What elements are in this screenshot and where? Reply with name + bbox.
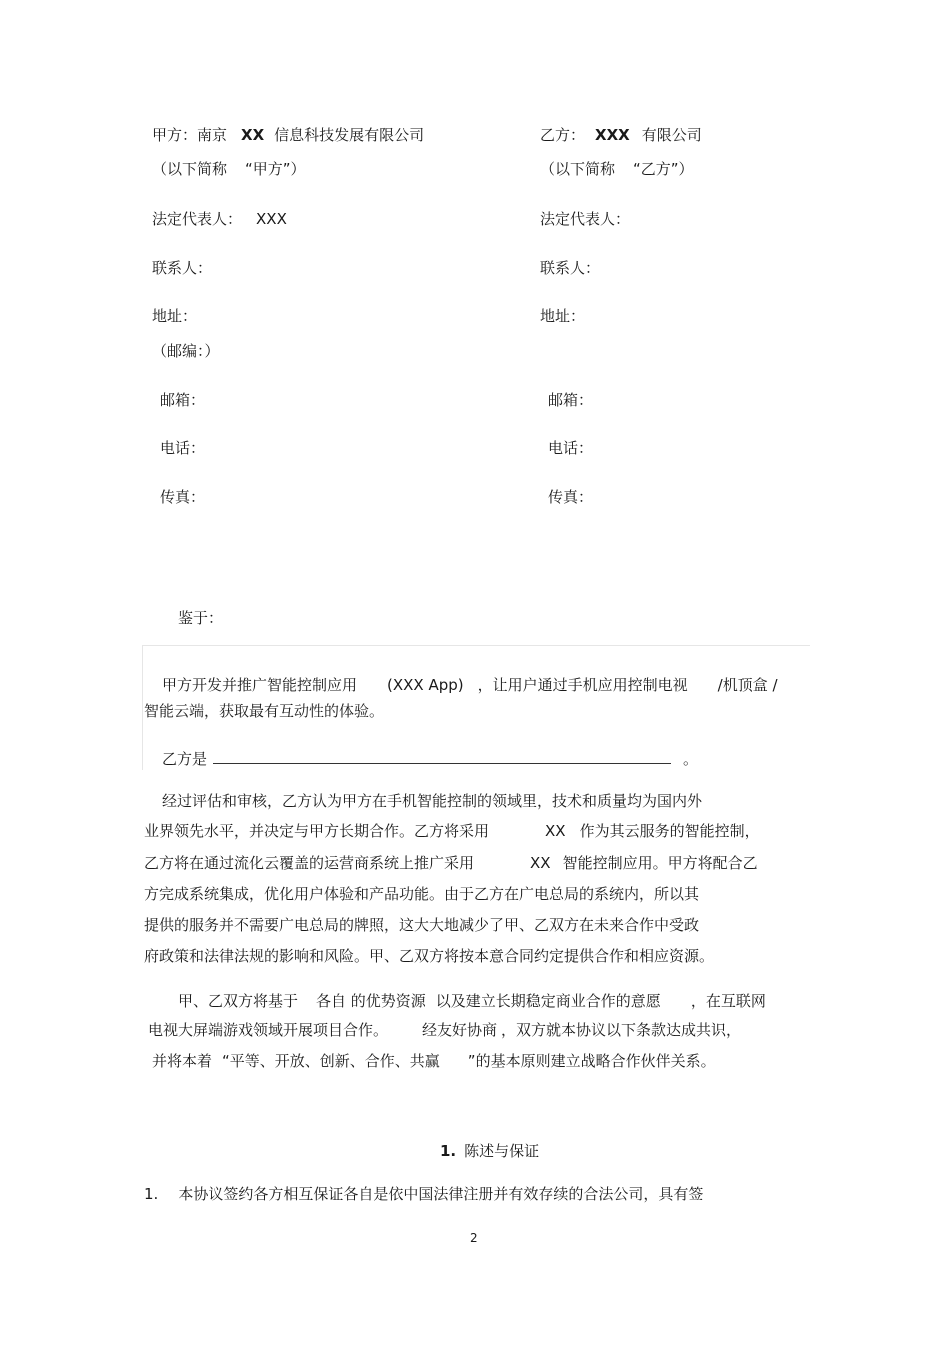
para2-line-3 — [152, 1050, 716, 1071]
para1-line-4: 方完成系统集成，优化用户体验和产品功能。由于乙方在广电总局的系统内，所以其 — [144, 885, 700, 903]
para1-line-2-b: XX — [545, 822, 566, 840]
party-a-rep-value: XXX — [256, 210, 287, 228]
para2-line-1-b: 各自 的优势资源 — [316, 992, 426, 1010]
para1-line-2 — [144, 820, 760, 841]
party-a-abbr-name: “甲方”） — [245, 160, 306, 178]
clause-1-number: 1. — [144, 1185, 159, 1203]
para2-line-1 — [178, 990, 766, 1011]
party-b-abbr-prefix: （以下简称 — [540, 160, 616, 178]
party-a-abbr — [152, 158, 306, 179]
party-b-is-blank — [213, 749, 671, 764]
party-a-phone-label: 电话： — [160, 439, 206, 457]
party-a-fax-label: 传真： — [160, 488, 206, 506]
party-b-rep-label: 法定代表人： — [540, 210, 631, 228]
party-b-is-line — [162, 748, 698, 769]
clause-1-text: 本协议签约各方相互保证各自是依中国法律注册并有效存续的合法公司，具有签 — [178, 1185, 704, 1203]
para2-line-1-c: 以及建立长期稳定商业合作的意愿 — [435, 992, 661, 1010]
para1-line-2-c: 作为其云服务的智能控制， — [579, 822, 760, 840]
whereas-box-line-1-c: ，让用户通过手机应用控制电视 — [477, 676, 688, 694]
party-a-representative — [152, 208, 287, 229]
party-b-phone-label: 电话： — [548, 439, 594, 457]
para1-line-3 — [144, 852, 758, 873]
party-a-name-prefix: 甲方：南京 — [152, 126, 228, 144]
para1-line-3-c: 智能控制应用。甲方将配合乙 — [562, 854, 758, 872]
party-a-name-suffix: 信息科技发展有限公司 — [274, 126, 425, 144]
party-b-name — [540, 124, 702, 145]
party-b-abbr-name: “乙方”） — [633, 160, 694, 178]
whereas-box-line-1-b: (XXX App) — [387, 676, 464, 694]
party-b-address-label: 地址： — [540, 307, 586, 325]
party-b-is-label: 乙方是 — [162, 750, 208, 768]
party-b-name-suffix: 有限公司 — [641, 126, 702, 144]
para2-line-3-a: 并将本着 — [152, 1052, 213, 1070]
section-title: 陈述与保证 — [464, 1142, 540, 1160]
whereas-box-line-1-d: /机顶盒 / — [717, 676, 778, 694]
party-a-contact-label: 联系人： — [152, 259, 213, 277]
para2-line-1-a: 甲、乙双方将基于 — [178, 992, 299, 1010]
para2-line-2-c: ，双方就本协议以下条款达成共识， — [501, 1021, 742, 1039]
party-a-name-xx: XX — [241, 126, 265, 144]
party-a-abbr-prefix: （以下简称 — [152, 160, 228, 178]
clause-1 — [144, 1183, 703, 1204]
party-b-contact-label: 联系人： — [540, 259, 601, 277]
party-b-is-end: 。 — [683, 750, 699, 768]
party-b-fax-label: 传真： — [548, 488, 594, 506]
party-a-address-label: 地址： — [152, 307, 198, 325]
para1-line-5: 提供的服务并不需要广电总局的牌照，这大大地减少了甲、乙双方在未来合作中受政 — [144, 916, 700, 934]
party-a-email-label: 邮箱： — [160, 391, 206, 409]
para1-line-1: 经过评估和审核，乙方认为甲方在手机智能控制的领域里，技术和质量均为国内外 — [162, 792, 703, 810]
party-a-postcode-label: （邮编：） — [152, 342, 220, 360]
party-b-name-xxx: XXX — [595, 126, 630, 144]
whereas-label: 鉴于： — [178, 609, 224, 627]
para2-line-2-b: 经友好协商 — [422, 1021, 498, 1039]
party-a-name — [152, 124, 424, 145]
para1-line-3-a: 乙方将在通过流化云覆盖的运营商系统上推广采用 — [144, 854, 475, 872]
whereas-box-line-2: 智能云端，获取最有互动性的体验。 — [144, 702, 385, 720]
para2-line-1-d: ，在互联网 — [690, 992, 766, 1010]
para1-line-3-b: XX — [530, 854, 551, 872]
para2-line-3-c: ”的基本原则建立战略合作伙伴关系。 — [467, 1052, 716, 1070]
section-heading — [440, 1140, 539, 1161]
party-a-rep-label: 法定代表人： — [152, 210, 243, 228]
para2-line-2 — [148, 1019, 741, 1040]
whereas-box-line-1-a: 甲方开发并推广智能控制应用 — [162, 676, 358, 694]
para2-line-3-b: “平等、开放、创新、合作、共赢 — [222, 1052, 440, 1070]
para2-line-2-a: 电视大屏端游戏领域开展项目合作。 — [148, 1021, 389, 1039]
para1-line-6: 府政策和法律法规的影响和风险。甲、乙双方将按本意合同约定提供合作和相应资源。 — [144, 947, 715, 965]
section-number: 1. — [440, 1142, 457, 1160]
party-b-abbr — [540, 158, 694, 179]
page-number: 2 — [470, 1231, 478, 1245]
whereas-box-line-1 — [162, 674, 778, 695]
para1-line-2-a: 业界领先水平，并决定与甲方长期合作。乙方将采用 — [144, 822, 490, 840]
party-b-name-prefix: 乙方： — [540, 126, 586, 144]
party-b-email-label: 邮箱： — [548, 391, 594, 409]
